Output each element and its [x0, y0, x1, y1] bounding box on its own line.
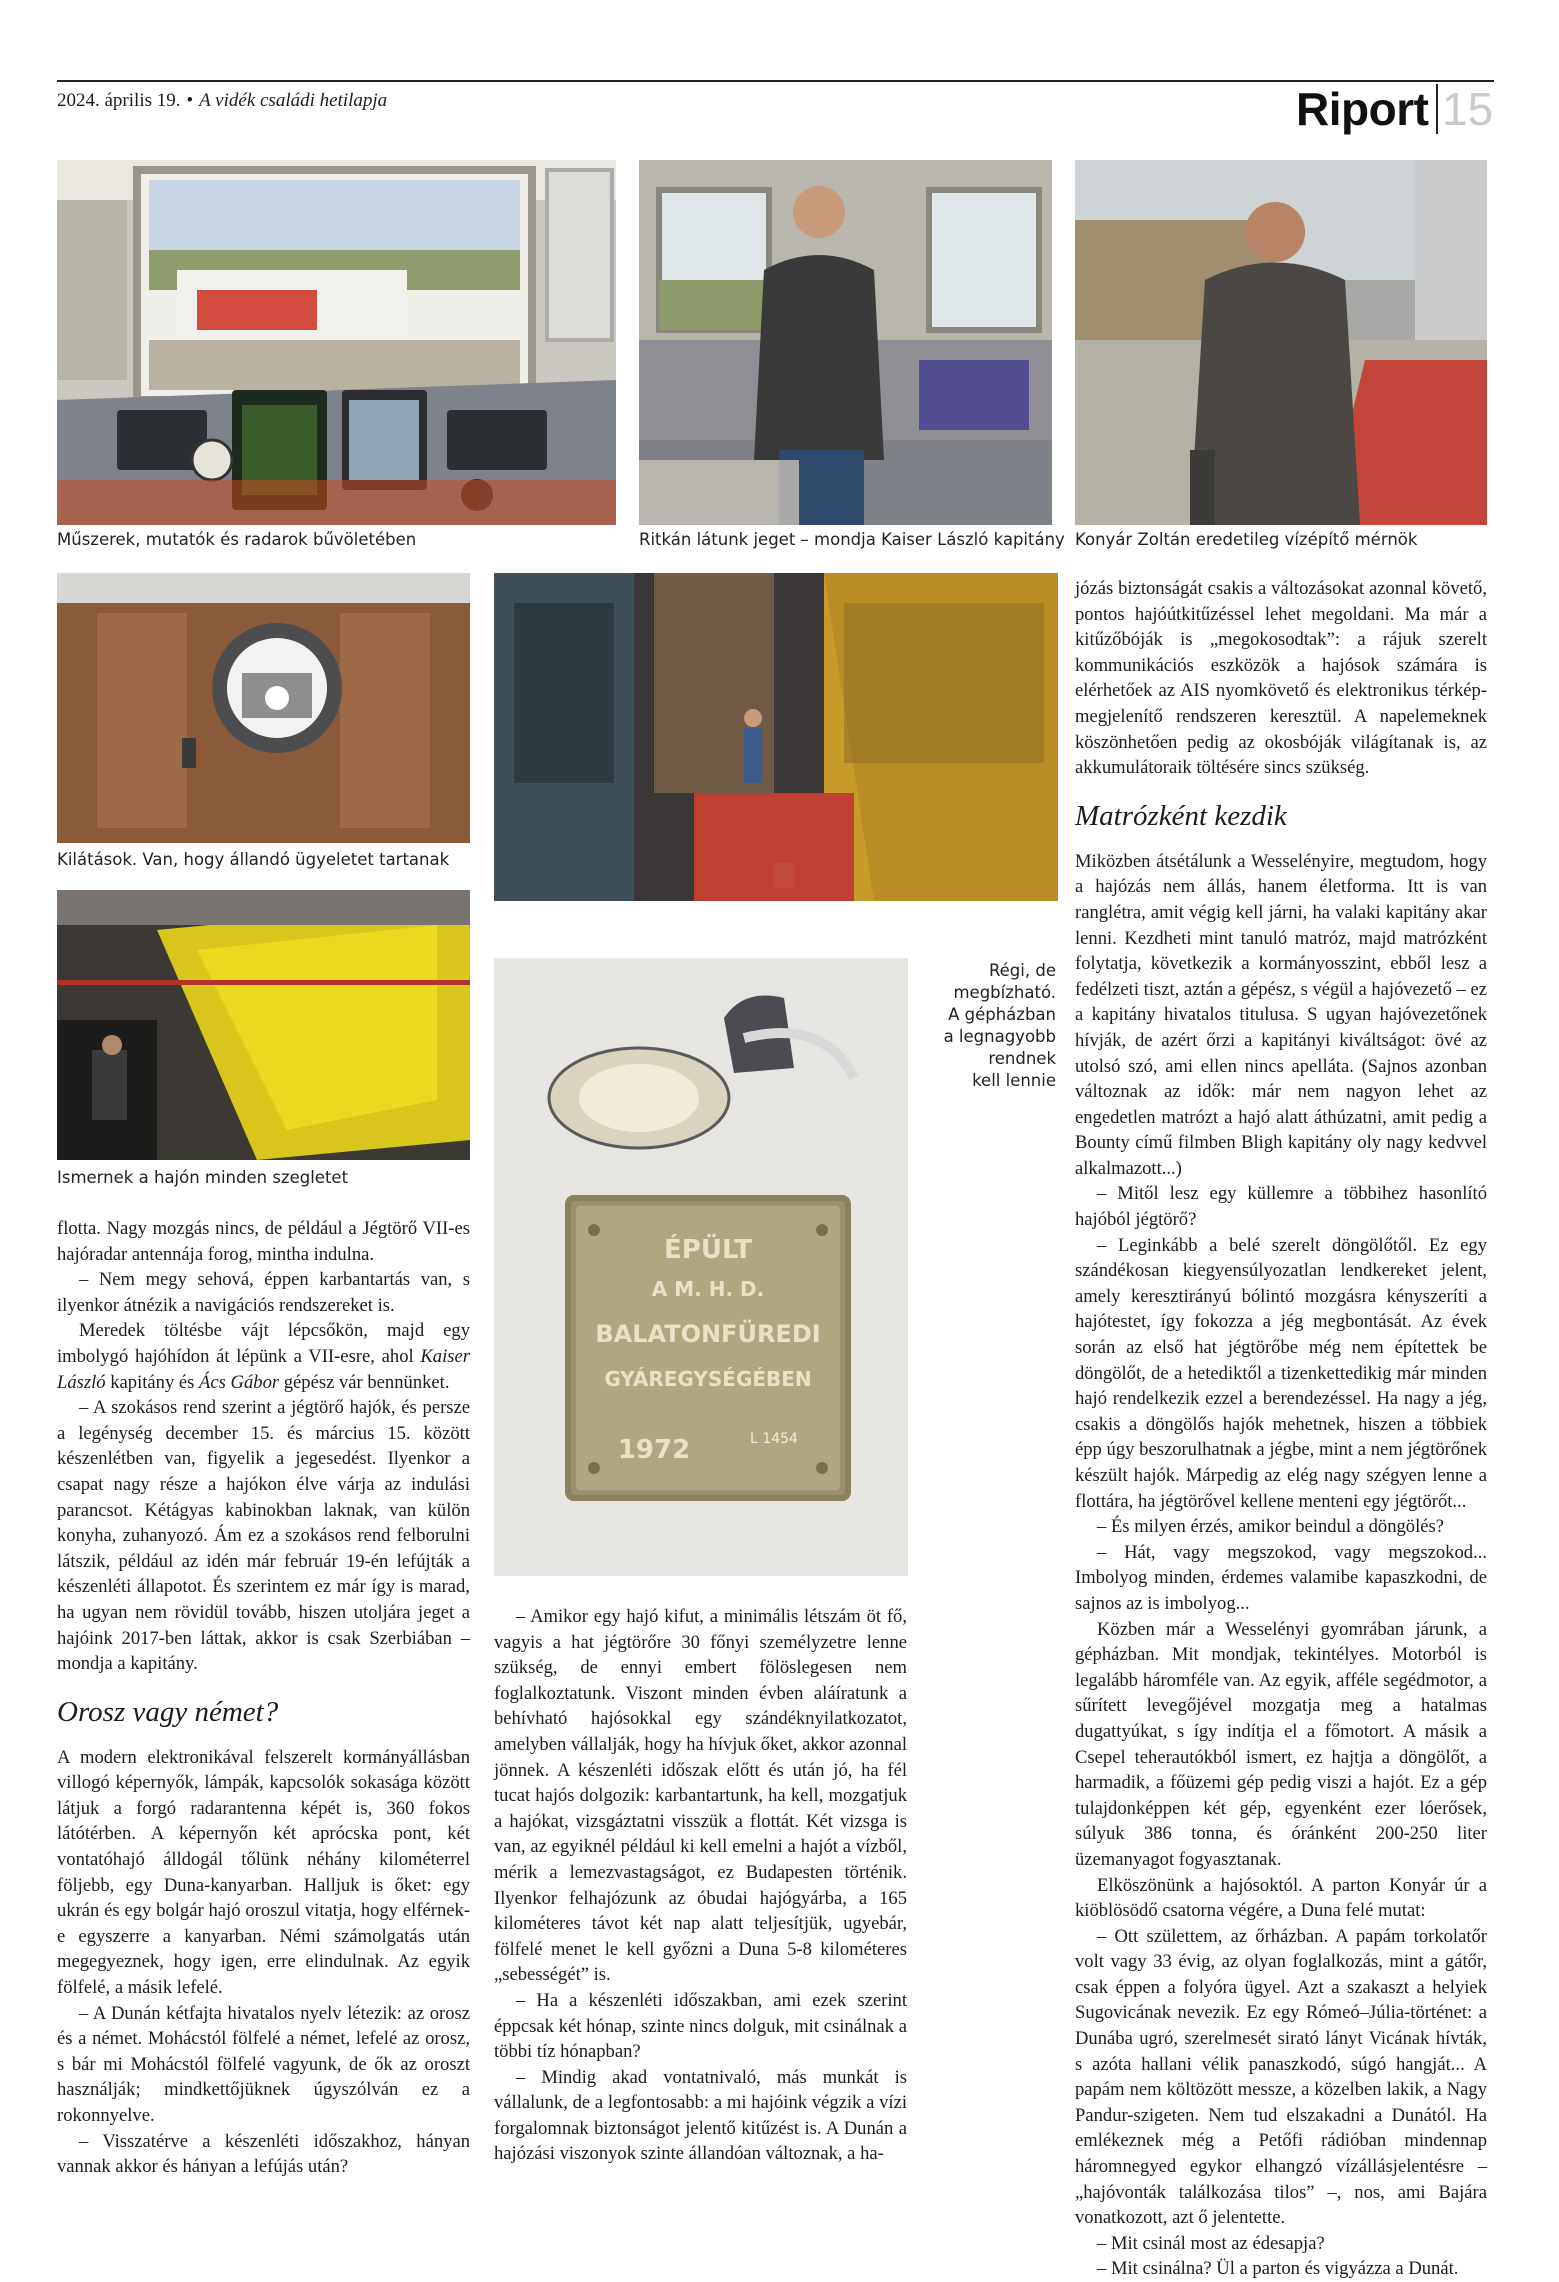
photo-engine-top — [57, 890, 470, 1160]
subheading: Orosz vagy német? — [57, 1695, 279, 1728]
paper-tagline: A vidék családi hetilapja — [199, 90, 388, 111]
paragraph: – És milyen érzés, amikor beindul a döngölés? — [1097, 1516, 1444, 1538]
paragraph: – A szokásos rend szerint a jégtörő hajók, és persze a legénység december 15. és március 15. között készenlétben van, figyelik a jegesedést. Ilyenkor a csapat nagy része a hajókon élve várja az indulási parancsot. Kétágyas kabinokban laknak, van külön konyha, zuhanyozó. Ám ez a szokásos rend felborulni látszik, például az idén már február 19-én lefújták a készenléti állapotot. És szerintem ez már így is marad, ha ugyan nem rövidül tovább, hiszen utoljára jeget a hajóink 2017-ben láttak, akkor is csak Szerbiában – mondja a kapitány. — [57, 1397, 470, 1675]
caption-engine-top: Ismernek a hajón minden szegletet — [57, 1168, 349, 1187]
caption-engine-room-line: A gépházban — [948, 1005, 1056, 1024]
paragraph: – A Dunán kétfajta hivatalos nyelv létezik: az orosz és a német. Mohácstól fölfelé a német, lefelé az orosz, s bár mi Mohácstól fölfelé vagyunk, de ők az oroszt használják; mindkettőjüknek úgyszólván ez a rokonnyelve. — [57, 2002, 470, 2126]
caption-porthole: Kilátások. Van, hogy állandó ügyeletet tartanak — [57, 850, 450, 869]
photo-porthole — [57, 573, 470, 843]
paragraph: – Ott születtem, az őrházban. A papám torkolatőr volt vagy 33 évig, az olyan foglalkozás, mint a gátőr, csak éppen a folyóra ügyel. Azt a szakaszt a helyiek Sugovicának nevezik. Ez egy Rómeó–Júlia-történet: a Dunába ugró, szerelmesét sirató lányt Vicának hívták, s azóta hallani vélik panaszkodó, súgó hangját... A papám nem költözött messze, a közelben lakik, a Nagy Pandur-szigeten. Nem tud elszakadni a Dunától. Ha emlékeznek még a Petőfi rádióban mindennap háromnegyed egykor elhangzó vízállásjelentésre – „hajóvonták találkozása tilos” –, nos, ami Bajára vonatkozott, azt ő jelentette. — [1075, 1925, 1487, 2229]
paragraph: – Nem megy sehová, éppen karbantartás van, s ilyenkor átnézik a navigációs rendszereket is. — [57, 1269, 470, 1316]
caption-engine-room-line: megbízható. — [953, 983, 1056, 1002]
caption-engine-room — [936, 960, 1056, 1092]
paragraph: flotta. Nagy mozgás nincs, de például a Jégtörő VII-es hajóradar antennája forog, mintha indulna. — [57, 1218, 470, 1265]
caption-bridge: Műszerek, mutatók és radarok bűvöletében — [57, 530, 417, 549]
plaque-line-3: BALATONFÜREDI — [595, 1320, 821, 1348]
paragraph: A modern elektronikával felszerelt kormányállásban villogó képernyők, lámpák, kapcsolók sokasága között látjuk a forgó radarantenna képét is, 360 fokos látótérben. A képernyőn két aprócska pont, két vontatóhajó álldogál tőlünk néhány kilométerrel följebb, egy Duna-kanyarban. Halljuk is őket: egy ukrán és egy bolgár hajó oroszul vitatja, hogy elférnek-e egyszerre a kanyarban. Némi számolgatás után megegyeznek, hogy igen, erre elindulnak. Az egyik fölfelé, a másik lefelé. — [57, 1746, 470, 1999]
caption-engine-room-line: Régi, de — [988, 961, 1056, 980]
header-dateline — [57, 90, 387, 112]
paragraph: – Mit csinál most az édesapja? — [1097, 2232, 1325, 2254]
plaque-number: L 1454 — [750, 1431, 798, 1447]
paragraph: Miközben átsétálunk a Wesselényire, megtudom, hogy a hajózás nem állás, hanem életforma. Itt is van ranglétra, amit végig kell járni, ha valaki kapitány akar lenni. Kezdheti mint tanuló matróz, majd matrózként folytatja, következik a kormányosszint, ebből lesz a fedélzeti tiszt, aztán a gépész, s végül a hajóvezető – ez a kapitány hivatalos titulusa. S ugyan hajóvezetőnek hívják, de azért őrzi a kapitányi kiváltságot: övé az utolsó szó, ami ellen nincs apelláta. (Sajnos azonban változnak az idők: már nem nagyon lehet az engedetlen matrózt a hajó alatt áthúzatni, amit pedig a Bounty című filmben Bligh kapitány oly nagy kedvvel alkalmazott...) — [1075, 850, 1487, 1179]
photo-engine-room — [494, 573, 1058, 901]
paragraph: – Mindig akad vontatnivaló, más munkát is vállalunk, de a legfontosabb: a mi hajóink végzik a vízi forgalomnak biztonságot jelentő kitűzést is. A Dunán a hajózási viszonyok szinte állandóan változnak, a ha- — [494, 2066, 907, 2165]
caption-captain: Ritkán látunk jeget – mondja Kaiser László kapitány — [639, 530, 1065, 549]
photo-bridge-instruments — [57, 160, 616, 525]
subheading: Matrózként kezdik — [1075, 799, 1287, 832]
header-rule — [57, 80, 1494, 82]
article-column-3 — [1075, 576, 1487, 2282]
photo-engineer — [1075, 160, 1487, 525]
paragraph: Közben már a Wesselényi gyomrában járunk, a gépházban. Mit mondjak, tekintélyes. Motorból is legalább háromféle van. Az egyik, afféle segédmotor, a sűrített levegőjével mozgatja meg a hatalmas dugattyúkat, s így indítja el a főmotort. A másik a Csepel teherautókból ismert, ez hajtja a döngölőt, a harmadik, a főüzemi gép pedig viszi a hajót. Ez a gép tulajdonképpen két gép, egyenként ezer lóerősek, súlyuk 386 tonna, és óránként 200-250 liter üzemanyagot fogyasztanak. — [1075, 1618, 1487, 1870]
caption-engine-room-line: a legnagyobb — [943, 1027, 1056, 1046]
header-divider — [1436, 84, 1438, 134]
plaque-year: 1972 — [617, 1435, 691, 1465]
paragraph: – Amikor egy hajó kifut, a minimális létszám öt fő, vagyis a hat jégtörőre 30 főnyi személyzetre lenne szükség, de ennyi embert fölöslegesen nem foglalkoztatunk. Viszont minden évben aláíratunk a behívható hajósokkal egy szándéknyilatkozatot, amelyben vállalják, hogy ha hívjuk őket, akkor azonnal jönnek. A készenléti időszak előtt és után jó, ha fél tucat hajós dolgozik: karbantartunk, ha kell, mozgatjuk a hajókat, vizsgáztatni visszük a flottát. Két vizsga is van, az egyiknél például ki kell emelni a hajót a vízből, mérik a lemezvastagságot, ez Budapesten történik. Ilyenkor felhajózunk az óbudai hajógyárba, a 165 kilométeres távot két nap alatt teljesítjük, ugyebár, fölfelé menet le kell győzni a Duna 5-8 kilométeres „sebességét” is. — [494, 1606, 907, 1986]
paragraph — [57, 1318, 470, 1395]
plaque-line-2: A M. H. D. — [651, 1277, 765, 1301]
plaque-line-4: GYÁREGYSÉGÉBEN — [604, 1367, 812, 1391]
paragraph: – Visszatérve a készenléti időszakhoz, hányan vannak akkor és hányan a lefújás után? — [57, 2130, 470, 2178]
paragraph: – Hát, vagy megszokod, vagy megszokod... Imbolyog minden, érdemes valamibe kapaszkodni, de sajnos az is imbolyog... — [1075, 1541, 1487, 1614]
paragraph: – Leginkább a belé szerelt döngölőtől. Ez egy szándékosan kiegyensúlyozatlan lendkereket jelent, amely keresztirányú bólintó mozgásra kényszeríti a hajótestet, így fokozza a jég megbontását. Az évek során az első hat jégtörőbe még nem építettek be döngölőt, de a hetediktől a tizenkettedikig már minden hajó rendelkezik ezzel a berendezéssel. Ha nagy a jég, csakis a döngölős hajók mehetnek, hiszen a többiek épp úgy beszorulhatnak a jégbe, mint a nem jégtörőnek készült hajók. Márpedig az elég nagy szégyen lenne a flottára, ha jégtörővel kellene menteni egy jégtörőt... — [1075, 1234, 1487, 1512]
issue-date: 2024. április 19. — [57, 90, 181, 111]
plaque-line-1: ÉPÜLT — [664, 1235, 752, 1265]
caption-engine-room-line: kell lennie — [972, 1071, 1056, 1090]
paragraph: józás biztonságát csakis a változásokat azonnal követő, pontos hajóútkitűzéssel lehet megoldani. Ma már a kitűzőbóják is „megokosodtak”: a rájuk szerelt kommunikációs eszközök a hajósok számára is elérhetőek az AIS nyomkövető és elektronikus térkép-megjelenítő rendszeren keresztül. A napelemeknek köszönhetően pedig az okosbóják világítanak is, az akkumulátoraik töltésére sincs szükség. — [1075, 578, 1487, 779]
page-number: 15 — [1442, 83, 1494, 135]
photo-captain — [639, 160, 1052, 525]
dateline-separator: • — [186, 90, 194, 111]
paragraph: – Mitől lesz egy küllemre a többihez hasonlító hajóból jégtörő? — [1075, 1183, 1487, 1231]
section-title: Riport — [1296, 83, 1429, 135]
article-column-1 — [57, 1216, 470, 2180]
person-name: Kaiser László — [57, 1345, 470, 1393]
paragraph: – Mit csinálna? Ül a parton és vigyázza a Dunát. — [1097, 2258, 1459, 2280]
person-name: Ács Gábor — [199, 1371, 280, 1393]
article-column-2 — [494, 1604, 907, 2167]
caption-engine-room-line: rendnek — [988, 1049, 1056, 1068]
text-run: kapitány és — [105, 1371, 200, 1393]
paragraph: Elköszönünk a hajósoktól. A parton Konyár úr a kiöblösödő csatorna végére, a Duna felé mutat: — [1075, 1874, 1487, 1922]
text-run: gépész vár bennünket. — [279, 1371, 450, 1393]
text-run: Meredek töltésbe vájt lépcsőkön, majd egy imbolygó hajóhídon át lépünk a VII-esre, ahol — [57, 1320, 470, 1367]
caption-engineer: Konyár Zoltán eredetileg vízépítő mérnök — [1075, 530, 1418, 549]
photo-builder-plaque — [494, 958, 908, 1576]
paragraph: – Ha a készenléti időszakban, ami ezek szerint éppcsak két hónap, szinte nincs dolguk, mit csinálnak a többi tíz hónapban? — [494, 1989, 907, 2063]
